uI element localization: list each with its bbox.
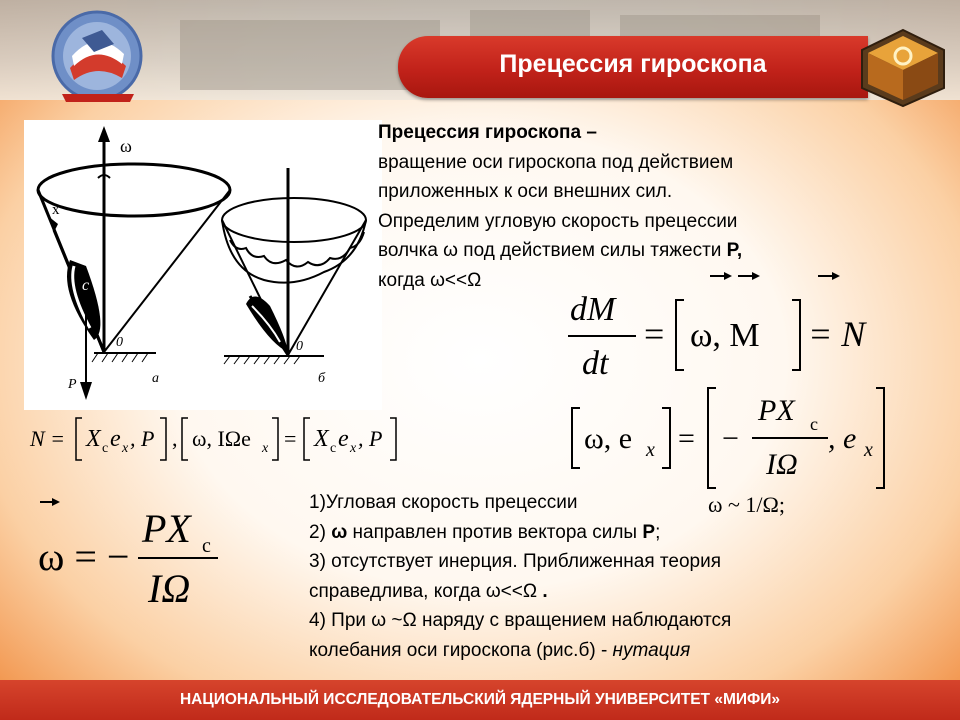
svg-text:ω ~ 1/Ω;: ω ~ 1/Ω; bbox=[708, 492, 785, 517]
equation-precession-omega bbox=[34, 488, 264, 618]
list-item: 2) ω направлен против вектора силы P; bbox=[309, 521, 661, 543]
eq1-bracket-content: ω, M bbox=[690, 317, 760, 354]
intro-line: Определим угловую скорость прецессии bbox=[378, 210, 738, 232]
eq1-numerator: dM bbox=[570, 291, 616, 328]
eq4-lhs: ω = − bbox=[38, 534, 130, 579]
list-item: колебания оси гироскопа (рис.б) - нутация bbox=[309, 639, 691, 661]
svg-text:X: X bbox=[86, 426, 101, 452]
intro-line: приложенных к оси внешних сил. bbox=[378, 181, 673, 202]
eq2-equals: = bbox=[678, 422, 695, 455]
equation-angular-momentum bbox=[560, 266, 890, 386]
footer-university-name: НАЦИОНАЛЬНЫЙ ИССЛЕДОВАТЕЛЬСКИЙ ЯДЕРНЫЙ УНИВЕРСИТЕТ «МИФИ» bbox=[0, 680, 960, 720]
fig-omega-label: ω bbox=[120, 136, 132, 156]
svg-text:x: x bbox=[122, 441, 129, 456]
mephi-eagle-logo-icon bbox=[42, 8, 152, 108]
eq4-numerator: PX bbox=[142, 506, 191, 551]
gyroscope-figure bbox=[24, 120, 382, 410]
svg-text:x: x bbox=[350, 441, 357, 456]
fig-b-label: б bbox=[318, 371, 326, 386]
svg-text:e: e bbox=[110, 426, 121, 452]
eq4-denominator: IΩ bbox=[148, 566, 191, 611]
svg-text:, P: , P bbox=[358, 426, 383, 451]
mephi-cube-logo-icon bbox=[858, 28, 948, 108]
svg-text:=: = bbox=[284, 426, 297, 451]
fig-a-label: а bbox=[152, 371, 159, 386]
eq1-equals: = bbox=[644, 314, 665, 354]
intro-line: вращение оси гироскопа под действием bbox=[378, 151, 734, 173]
eq2-tail: , e bbox=[828, 422, 857, 455]
eq2-lhs: ω, e bbox=[584, 422, 633, 455]
equation-omega-ex bbox=[566, 384, 896, 492]
list-item: 1)Угловая скорость прецессии bbox=[309, 492, 578, 513]
svg-text:, P: , P bbox=[130, 426, 155, 451]
fig-x-label: x bbox=[52, 202, 60, 218]
svg-text:x: x bbox=[262, 441, 269, 456]
eq4-numerator-sub: c bbox=[202, 535, 211, 557]
svg-text:c: c bbox=[330, 441, 337, 456]
fig-0-left-label: 0 bbox=[116, 335, 123, 350]
eq2-denominator: IΩ bbox=[766, 448, 798, 481]
list-item: справедлива, когда ω<<Ω . bbox=[309, 580, 548, 602]
svg-text:ω, IΩe: ω, IΩe bbox=[192, 426, 251, 451]
fig-0-right-label: 0 bbox=[296, 339, 303, 354]
intro-line: волчка ω под действием силы тяжести P, bbox=[378, 240, 743, 261]
svg-text:X: X bbox=[314, 426, 329, 452]
svg-text:,: , bbox=[172, 426, 178, 451]
eq2-numerator: PX bbox=[758, 394, 795, 427]
fig-P-label: P bbox=[68, 377, 77, 392]
eq1-denominator: dt bbox=[582, 345, 609, 382]
list-item: 3) отсутствует инерция. Приближенная теория bbox=[309, 551, 722, 572]
svg-text:c: c bbox=[102, 441, 109, 456]
eq1-rhs: = N bbox=[808, 314, 866, 354]
list-item: 4) При ω ~Ω наряду с вращением наблюдаются bbox=[309, 610, 732, 631]
intro-line: когда ω<<Ω bbox=[378, 269, 482, 291]
eq2-lhs-sub: x bbox=[646, 439, 655, 461]
page-title: Прецессия гироскопа bbox=[499, 50, 767, 78]
eq2-minus: − bbox=[722, 422, 739, 455]
eq3-N: N = bbox=[30, 426, 66, 451]
svg-text:e: e bbox=[338, 426, 349, 452]
equation-torque bbox=[26, 410, 436, 466]
fig-c-label: c bbox=[82, 277, 90, 294]
eq2-numerator-sub: c bbox=[810, 414, 818, 434]
conclusions-list bbox=[309, 488, 929, 665]
eq2-tail-sub: x bbox=[864, 439, 873, 461]
intro-term: Прецессия гироскопа – bbox=[378, 122, 597, 143]
